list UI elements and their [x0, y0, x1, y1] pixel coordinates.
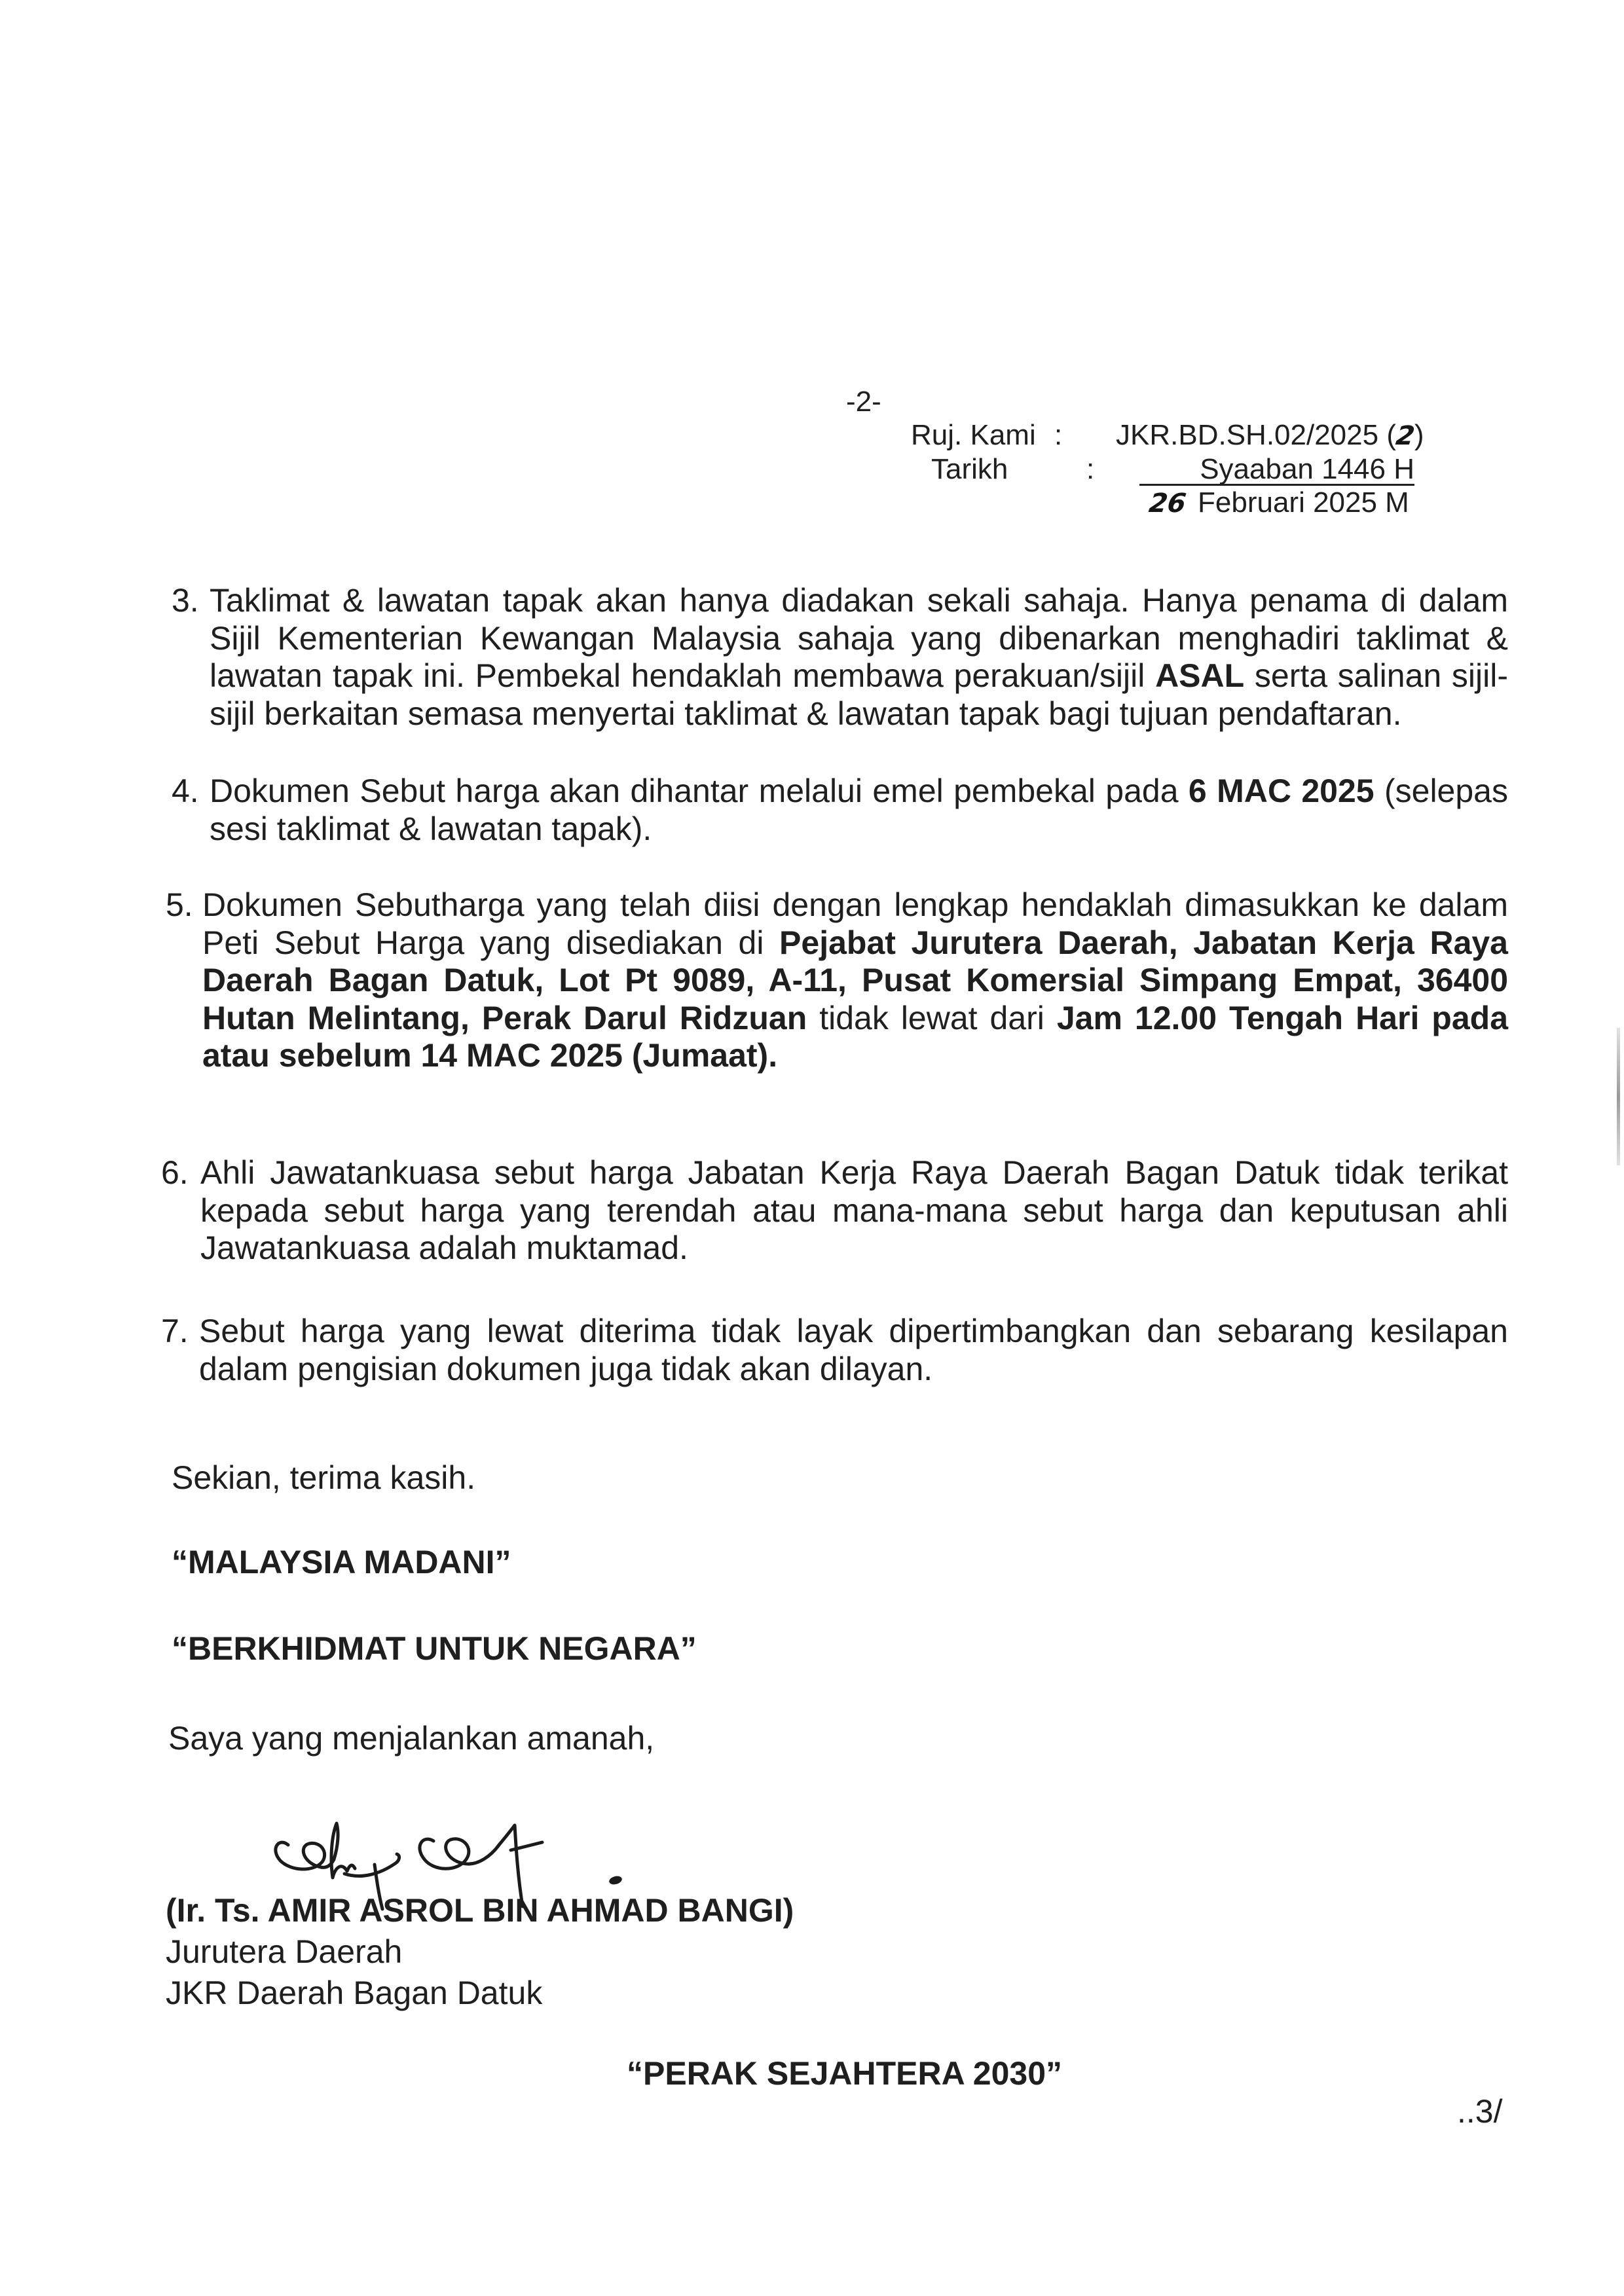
signatory-office: JKR Daerah Bagan Datuk	[166, 1975, 543, 2011]
paragraph-line	[202, 886, 1508, 924]
paragraph-line	[199, 1313, 1508, 1351]
text-run: Dokumen Sebut harga akan dihantar melalui emel pembekal pada	[210, 773, 1189, 809]
sign-off: Saya yang menjalankan amanah,	[168, 1720, 655, 1757]
text-run: serta salinan sijil-	[1244, 657, 1508, 694]
paragraph-line	[202, 924, 1508, 962]
text-run: Sijil Kementerian Kewangan Malaysia sahaja yang dibenarkan menghadiri taklimat &	[210, 619, 1508, 657]
reference-close-paren: )	[1414, 419, 1424, 451]
gregorian-date: Februari 2025 M	[1198, 486, 1409, 519]
text-run: kepada sebut harga yang terendah atau mana-mana sebut harga dan keputusan ahli	[200, 1192, 1508, 1229]
bold-text-run: Pejabat Jurutera Daerah, Jabatan Kerja Raya	[779, 924, 1508, 961]
bold-text-run: ASAL	[1155, 657, 1245, 694]
paragraph-number: 4.	[172, 773, 199, 809]
text-run: Jawatankuasa adalah muktamad.	[200, 1230, 688, 1266]
paragraph-number: 6.	[161, 1154, 189, 1191]
paragraph-line	[200, 1154, 1508, 1192]
signature-stroke	[276, 1842, 334, 1869]
paragraph-line	[210, 582, 1508, 620]
reference-label: Ruj. Kami	[911, 419, 1036, 451]
motto-berkhidmat: “BERKHIDMAT UNTUK NEGARA”	[172, 1630, 697, 1667]
footer-slogan: “PERAK SEJAHTERA 2030”	[627, 2055, 1063, 2092]
reference-open-paren: (	[1386, 419, 1396, 451]
scan-edge-shadow	[1617, 1028, 1620, 1165]
paragraph-number: 5.	[166, 886, 193, 923]
paragraph-line	[202, 1000, 1508, 1038]
gregorian-date-row	[1149, 486, 1186, 520]
date-label: Tarikh	[931, 453, 1008, 485]
text-run: Dokumen Sebutharga yang telah diisi dengan lengkap hendaklah dimasukkan ke dalam	[202, 886, 1508, 923]
paragraph-line	[210, 773, 1508, 811]
paragraph-line	[202, 1037, 1508, 1075]
signatory-position: Jurutera Daerah	[166, 1933, 403, 1970]
bold-text-run: Hutan Melintang, Perak Darul Ridzuan	[202, 999, 807, 1036]
text-run: tidak lewat dari	[807, 999, 1057, 1036]
signatory-name: (Ir. Ts. AMIR ASROL BIN AHMAD BANGI)	[166, 1892, 794, 1929]
text-run: lawatan tapak ini. Pembekal hendaklah membawa perakuan/sijil	[210, 657, 1156, 694]
text-run: Ahli Jawatankuasa sebut harga Jabatan Kerja Raya Daerah Bagan Datuk tidak terikat	[200, 1154, 1508, 1191]
text-run: Peti Sebut Harga yang disediakan di	[202, 924, 780, 961]
page-number: -2-	[846, 386, 881, 418]
paragraph-line	[210, 811, 1508, 848]
paragraph-number: 3.	[172, 582, 199, 619]
signature-stroke	[331, 1823, 355, 1878]
text-run: dalam pengisian dokumen juga tidak akan dilayan.	[199, 1350, 933, 1387]
continuation-marker: ..3/	[1457, 2093, 1503, 2130]
paragraph-body	[210, 582, 1508, 733]
paragraph-body	[202, 886, 1508, 1075]
date-colon: :	[1086, 453, 1095, 485]
reference-value: JKR.BD.SH.02/2025	[1116, 419, 1379, 451]
paragraph-line	[202, 962, 1508, 1000]
paragraph-body	[210, 773, 1508, 848]
text-run: sesi taklimat & lawatan tapak).	[210, 810, 652, 847]
paragraph-line	[200, 1192, 1508, 1230]
handwritten-day: 26	[1147, 488, 1188, 519]
signature-dot	[608, 1875, 623, 1886]
paragraph-body	[199, 1313, 1508, 1388]
signature-stroke	[344, 1854, 399, 1876]
text-run: Taklimat & lawatan tapak akan hanya diadakan sekali sahaja. Hanya penama di dalam	[210, 582, 1508, 619]
motto-malaysia-madani: “MALAYSIA MADANI”	[172, 1544, 511, 1580]
paragraph-line	[199, 1351, 1508, 1389]
paragraph-line	[210, 657, 1508, 695]
bold-text-run: 6 MAC 2025	[1188, 773, 1375, 809]
bold-text-run: Jam 12.00 Tengah Hari pada	[1056, 999, 1509, 1036]
paragraph-line	[210, 620, 1508, 658]
reference-number	[1116, 418, 1424, 453]
paragraph-body	[200, 1154, 1508, 1267]
hijri-date: Syaaban 1446 H	[1139, 455, 1414, 486]
closing-salutation: Sekian, terima kasih.	[172, 1459, 476, 1496]
paragraph-line	[200, 1230, 1508, 1267]
bold-text-run: atau sebelum 14 MAC 2025 (Jumaat).	[202, 1037, 778, 1074]
paragraph-line	[210, 695, 1508, 733]
signature-stroke	[420, 1839, 499, 1868]
reference-colon: :	[1054, 419, 1063, 451]
text-run: (selepas	[1374, 773, 1508, 809]
bold-text-run: Daerah Bagan Datuk, Lot Pt 9089, A-11, Pusat Komersial Simpang Empat, 36400	[202, 962, 1508, 998]
handwritten-issue-number: 2	[1393, 421, 1417, 451]
text-run: sijil berkaitan semasa menyertai taklimat & lawatan tapak bagi tujuan pendaftaran.	[210, 695, 1402, 732]
hijri-date-field	[1139, 452, 1414, 486]
signature-stroke	[511, 1842, 542, 1850]
paragraph-number: 7.	[161, 1313, 189, 1349]
text-run: Sebut harga yang lewat diterima tidak layak dipertimbangkan dan sebarang kesilapan	[199, 1313, 1508, 1349]
